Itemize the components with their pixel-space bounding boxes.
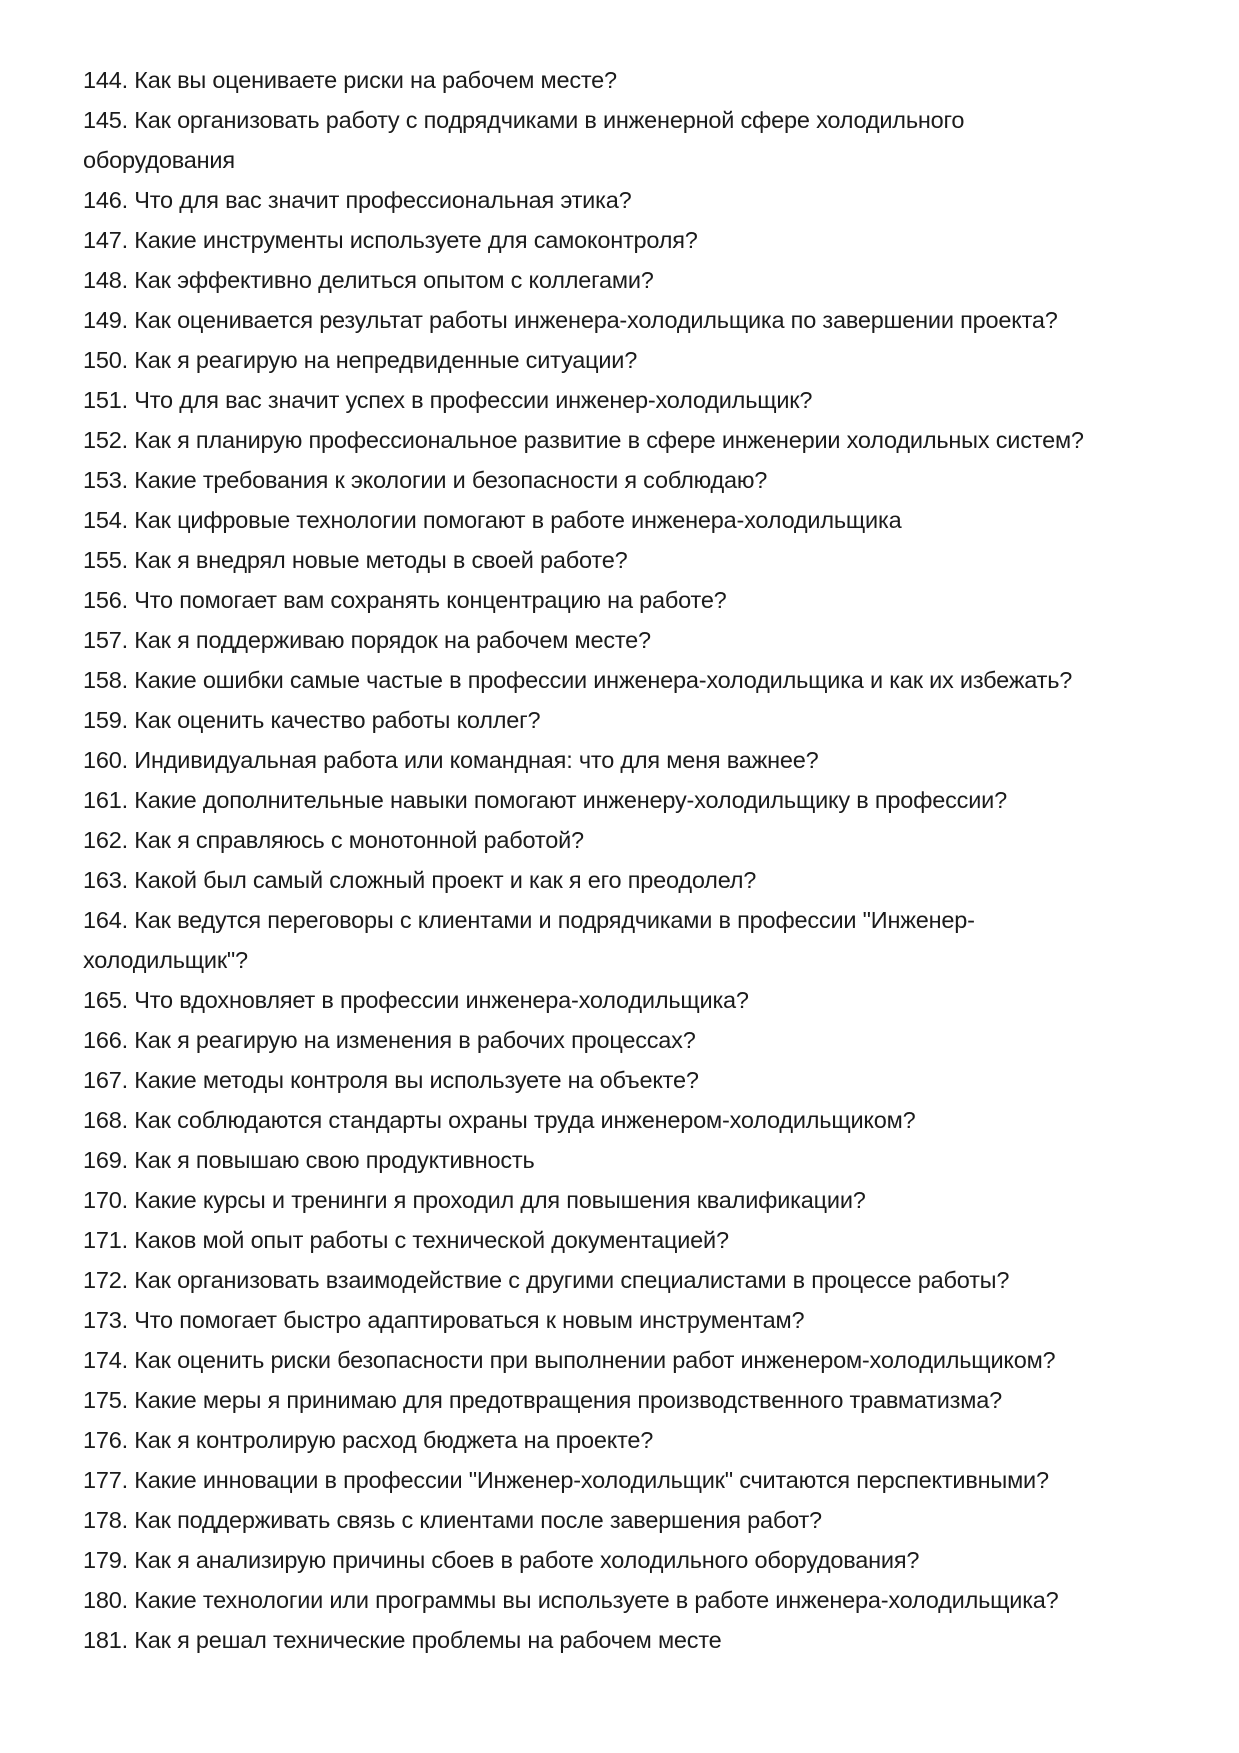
list-item	[83, 1100, 1183, 1140]
item-text: Индивидуальная работа или командная: что для меня важнее?	[134, 747, 819, 773]
item-text: Какой был самый сложный проект и как я его преодолел?	[134, 867, 757, 893]
item-text: Как я реагирую на непредвиденные ситуации?	[134, 347, 638, 373]
item-text: Как я решал технические проблемы на рабочем месте	[134, 1627, 722, 1653]
item-text: Какие ошибки самые частые в профессии инженера-холодильщика и как их избежать?	[134, 667, 1073, 693]
item-number: 176.	[83, 1427, 128, 1453]
item-number: 167.	[83, 1067, 128, 1093]
list-item	[83, 780, 1183, 820]
list-item	[83, 60, 1183, 100]
item-number: 181.	[83, 1627, 128, 1653]
item-number: 173.	[83, 1307, 128, 1333]
item-number: 157.	[83, 627, 128, 653]
item-number: 145.	[83, 107, 128, 133]
list-item	[83, 1500, 1183, 1540]
list-item	[83, 420, 1183, 460]
list-item	[83, 820, 1183, 860]
item-number: 166.	[83, 1027, 128, 1053]
list-item	[83, 220, 1183, 260]
item-number: 168.	[83, 1107, 128, 1133]
list-item	[83, 500, 1183, 540]
list-item	[83, 1260, 1183, 1300]
list-item	[83, 580, 1183, 620]
item-number: 165.	[83, 987, 128, 1013]
item-text: Как поддерживать связь с клиентами после завершения работ?	[134, 1507, 822, 1533]
item-text: Как я планирую профессиональное развитие в сфере инженерии холодильных систем?	[134, 427, 1084, 453]
item-number: 158.	[83, 667, 128, 693]
item-number: 154.	[83, 507, 128, 533]
item-number: 172.	[83, 1267, 128, 1293]
item-number: 156.	[83, 587, 128, 613]
item-number: 153.	[83, 467, 128, 493]
item-number: 174.	[83, 1347, 128, 1373]
item-text: Какие методы контроля вы используете на объекте?	[134, 1067, 699, 1093]
list-item	[83, 1340, 1183, 1380]
list-item	[83, 620, 1183, 660]
list-item	[83, 1300, 1183, 1340]
item-text: Как организовать взаимодействие с другими специалистами в процессе работы?	[134, 1267, 1010, 1293]
item-number: 148.	[83, 267, 128, 293]
item-text: Как эффективно делиться опытом с коллегами?	[134, 267, 654, 293]
item-text: Как я анализирую причины сбоев в работе холодильного оборудования?	[134, 1547, 920, 1573]
item-number: 169.	[83, 1147, 128, 1173]
list-item	[83, 1140, 1183, 1180]
list-item	[83, 660, 1183, 700]
item-text: Как вы оцениваете риски на рабочем месте?	[134, 67, 617, 93]
item-text: Как ведутся переговоры с клиентами и подрядчиками в профессии "Инженер-	[134, 907, 975, 933]
list-item	[83, 100, 1183, 140]
item-text: Как оценить качество работы коллег?	[134, 707, 541, 733]
list-item	[83, 1060, 1183, 1100]
item-text: Как я контролирую расход бюджета на проекте?	[134, 1427, 654, 1453]
item-text-continuation: холодильщик"?	[83, 947, 248, 973]
list-item	[83, 1580, 1183, 1620]
item-number: 170.	[83, 1187, 128, 1213]
item-number: 146.	[83, 187, 128, 213]
item-text: Какие инструменты используете для самоконтроля?	[134, 227, 698, 253]
item-number: 175.	[83, 1387, 128, 1413]
list-item	[83, 700, 1183, 740]
item-number: 149.	[83, 307, 128, 333]
item-text: Что помогает вам сохранять концентрацию на работе?	[134, 587, 727, 613]
list-item	[83, 1180, 1183, 1220]
list-item	[83, 340, 1183, 380]
list-item	[83, 260, 1183, 300]
list-item	[83, 1380, 1183, 1420]
item-text: Как я поддерживаю порядок на рабочем месте?	[134, 627, 651, 653]
list-item	[83, 1220, 1183, 1260]
item-number: 179.	[83, 1547, 128, 1573]
item-number: 171.	[83, 1227, 128, 1253]
item-number: 159.	[83, 707, 128, 733]
item-number: 163.	[83, 867, 128, 893]
list-item	[83, 980, 1183, 1020]
item-number: 155.	[83, 547, 128, 573]
item-text: Как оценить риски безопасности при выполнении работ инженером-холодильщиком?	[134, 1347, 1056, 1373]
item-text: Какие требования к экологии и безопасности я соблюдаю?	[134, 467, 768, 493]
list-item	[83, 1460, 1183, 1500]
item-text: Что для вас значит профессиональная этика?	[134, 187, 632, 213]
item-text: Как я внедрял новые методы в своей работе?	[134, 547, 628, 573]
item-text-continuation: оборудования	[83, 147, 235, 173]
item-number: 152.	[83, 427, 128, 453]
item-number: 160.	[83, 747, 128, 773]
item-text: Какие меры я принимаю для предотвращения производственного травматизма?	[134, 1387, 1002, 1413]
list-item	[83, 1620, 1183, 1660]
list-item	[83, 540, 1183, 580]
item-text: Как я справляюсь с монотонной работой?	[134, 827, 584, 853]
list-item	[83, 460, 1183, 500]
list-item	[83, 860, 1183, 900]
list-item	[83, 1020, 1183, 1060]
item-text: Как я повышаю свою продуктивность	[134, 1147, 535, 1173]
list-item	[83, 380, 1183, 420]
item-text: Как оценивается результат работы инженера-холодильщика по завершении проекта?	[134, 307, 1058, 333]
item-text: Какие технологии или программы вы используете в работе инженера-холодильщика?	[134, 1587, 1059, 1613]
item-number: 180.	[83, 1587, 128, 1613]
item-number: 164.	[83, 907, 128, 933]
item-number: 150.	[83, 347, 128, 373]
item-text: Как я реагирую на изменения в рабочих процессах?	[134, 1027, 696, 1053]
item-number: 147.	[83, 227, 128, 253]
item-text: Какие дополнительные навыки помогают инженеру-холодильщику в профессии?	[134, 787, 1007, 813]
list-item	[83, 180, 1183, 220]
item-text: Как организовать работу с подрядчиками в инженерной сфере холодильного	[134, 107, 965, 133]
list-item	[83, 1420, 1183, 1460]
list-item	[83, 740, 1183, 780]
item-text: Что помогает быстро адаптироваться к новым инструментам?	[134, 1307, 805, 1333]
item-number: 144.	[83, 67, 128, 93]
item-text: Что для вас значит успех в профессии инженер-холодильщик?	[134, 387, 813, 413]
item-number: 161.	[83, 787, 128, 813]
item-text: Как цифровые технологии помогают в работе инженера-холодильщика	[134, 507, 902, 533]
item-text: Какие курсы и тренинги я проходил для повышения квалификации?	[134, 1187, 866, 1213]
list-item	[83, 300, 1183, 340]
item-text: Как соблюдаются стандарты охраны труда инженером-холодильщиком?	[134, 1107, 916, 1133]
item-number: 178.	[83, 1507, 128, 1533]
item-text: Какие инновации в профессии "Инженер-холодильщик" считаются перспективными?	[134, 1467, 1049, 1493]
item-number: 151.	[83, 387, 128, 413]
item-text: Каков мой опыт работы с технической документацией?	[134, 1227, 729, 1253]
list-item	[83, 1540, 1183, 1580]
item-text: Что вдохновляет в профессии инженера-холодильщика?	[134, 987, 749, 1013]
question-list	[83, 60, 1183, 1660]
list-item	[83, 900, 1183, 940]
item-number: 177.	[83, 1467, 128, 1493]
item-number: 162.	[83, 827, 128, 853]
